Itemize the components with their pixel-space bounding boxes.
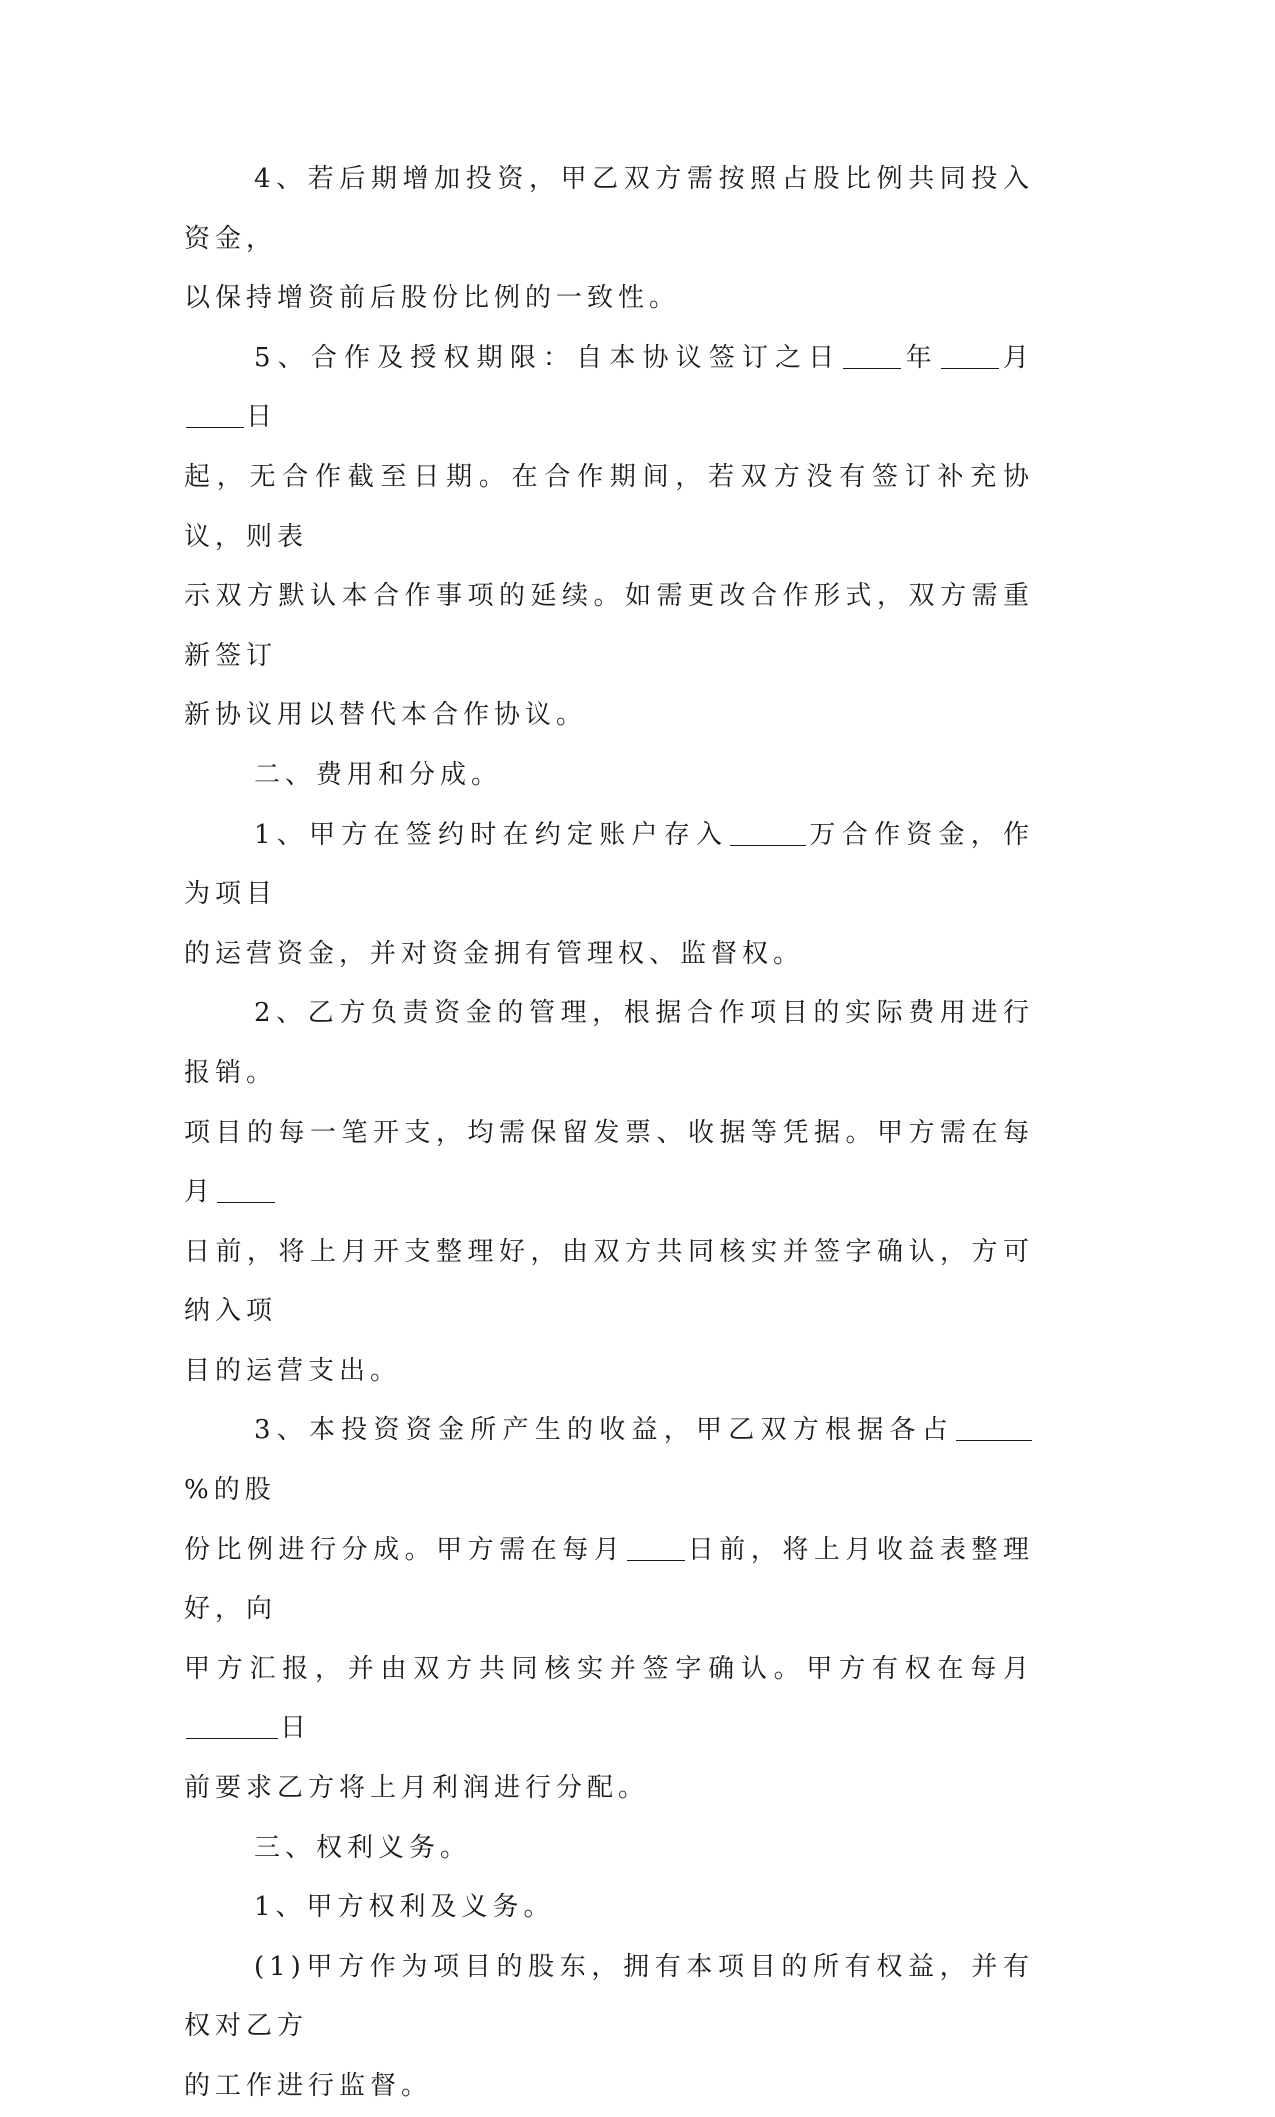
paragraph-initial-funding: [184, 806, 1034, 985]
text-line: 4、若后期增加投资，甲乙双方需按照占股比例共同投入资金，: [184, 164, 1034, 254]
day-blank: [186, 1714, 278, 1739]
amount-blank: [730, 821, 806, 846]
day-blank: [186, 403, 244, 428]
text-segment: 年: [903, 342, 939, 373]
text-segment: 日前，将上月收益表整理好，向: [184, 1534, 1034, 1625]
text-segment: 甲方汇报，并由双方共同核实并签字确认。甲方有权在每月: [184, 1653, 1034, 1684]
text-line: 的工作进行监督。: [184, 2071, 433, 2101]
day-blank: [627, 1536, 685, 1561]
section-heading-fees: 二、费用和分成。: [254, 759, 503, 790]
subheading-party-a: 1、甲方权利及义务。: [254, 1892, 555, 1923]
text-line: 2、乙方负责资金的管理，根据合作项目的实际费用进行报销。: [184, 998, 1034, 1088]
month-blank: [941, 344, 999, 369]
paragraph-additional-investment: [184, 150, 1034, 329]
text-line: 新协议用以替代本合作协议。: [184, 700, 588, 731]
text-segment: 1、甲方在签约时在约定账户存入: [254, 819, 729, 850]
day-blank: [217, 1178, 275, 1203]
text-line: 目的运营支出。: [184, 1355, 402, 1386]
text-segment: 份比例进行分成。甲方需在每月: [184, 1534, 626, 1565]
text-line: 日前，将上月开支整理好，由双方共同核实并签字确认，方可纳入项: [184, 1236, 1034, 1327]
year-blank: [843, 344, 901, 369]
text-segment: 日: [246, 402, 278, 433]
text-line: 起，无合作截至日期。在合作期间，若双方没有签订补充协议，则表: [184, 461, 1034, 552]
paragraph-cooperation-term: [184, 329, 1034, 746]
text-line: 的运营资金，并对资金拥有管理权、监督权。: [184, 938, 805, 969]
section-heading-rights: 三、权利义务。: [254, 1832, 472, 1863]
text-line: (1)甲方作为项目的股东，拥有本项目的所有权益，并有权对乙方: [184, 1951, 1034, 2042]
text-line: 示双方默认本合作事项的延续。如需更改合作形式，双方需重新签订: [184, 581, 1034, 671]
text-segment: 万合作资金，作为项目: [184, 819, 1034, 910]
paragraph-fund-management: [184, 984, 1034, 1401]
text-segment: 项目的每一笔开支，均需保留发票、收据等凭据。甲方需在每月: [184, 1117, 1034, 1208]
percent-blank: [956, 1416, 1032, 1441]
text-segment: 3、本投资资金所产生的收益，甲乙双方根据各占: [254, 1415, 954, 1446]
text-segment: 月: [1000, 342, 1034, 373]
document-page: [184, 150, 1034, 2117]
text-segment: %的股: [184, 1475, 276, 1506]
paragraph-party-a-rights: [184, 1938, 1034, 2117]
text-line: 以保持增资前后股份比例的一致性。: [184, 283, 681, 314]
text-segment: 日: [280, 1713, 312, 1744]
paragraph-profit-sharing: [184, 1401, 1034, 1818]
text-line: 前要求乙方将上月利润进行分配。: [184, 1773, 650, 1804]
text-segment: 5、合作及授权期限：自本协议签订之日: [254, 342, 842, 373]
